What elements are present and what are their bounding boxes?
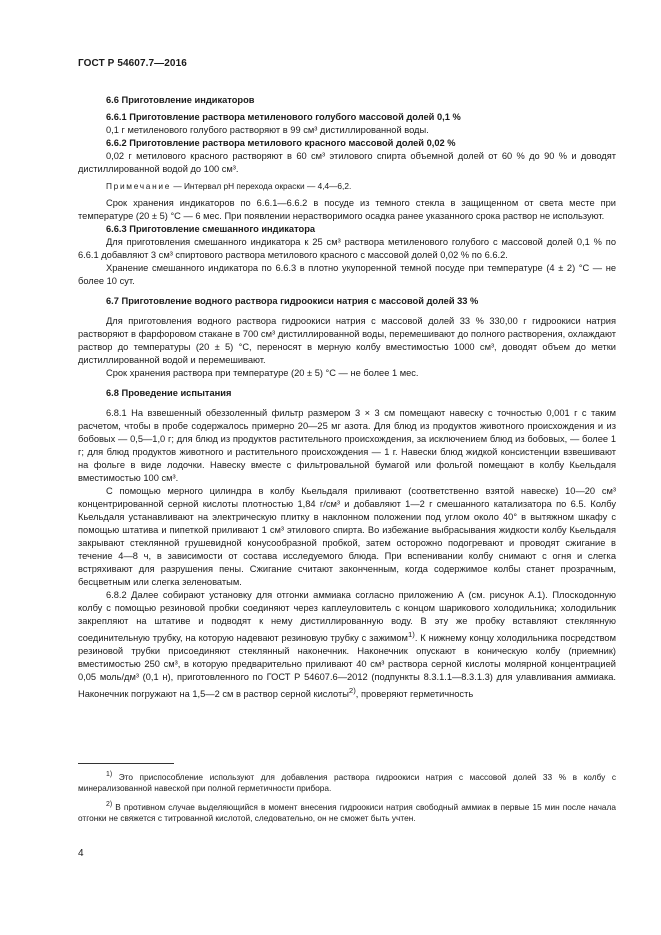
footnote-mark-1: 1) bbox=[106, 771, 113, 778]
section-heading-6-6: 6.6 Приготовление индикаторов bbox=[106, 95, 255, 105]
note-text: — Интервал рН перехода окраски — 4,4—6,2. bbox=[171, 181, 352, 191]
footnote-text-2: В противном случае выделяющийся в момент внесения гидроокиси натрия свободный аммиак в первые 15 мин после начала отгонки не свяжется с титрованной кислотой, следовательно, он не сможет быть учтен. bbox=[78, 801, 616, 824]
subsection-heading-6-6-1: 6.6.1 Приготовление раствора метиленового голубого массовой долей 0,1 % bbox=[106, 112, 461, 122]
note-label: Примечание bbox=[106, 181, 172, 191]
paragraph-6-8-2 bbox=[78, 589, 616, 701]
document-header: ГОСТ Р 54607.7—2016 bbox=[78, 58, 187, 69]
page-body bbox=[78, 94, 616, 701]
footnote-2 bbox=[78, 799, 616, 825]
paragraph-6-6-3: Для приготовления смешанного индикатора к 25 см³ раствора метиленового голубого с массовой долей 0,1 % по 6.6.1 добавляют 3 см³ спиртового раствора метилового красного с массовой долей 0,02 % по 6.6.2. bbox=[78, 237, 616, 260]
page-number: 4 bbox=[78, 848, 84, 859]
paragraph-6-6-1: 0,1 г метиленового голубого растворяют в 99 см³ дистиллированной воды. bbox=[106, 125, 429, 135]
paragraph-indicator-storage: Срок хранения индикаторов по 6.6.1—6.6.2 в посуде из темного стекла в защищенном от света месте при температуре (20 ± 5) °С — 6 мес. При появлении нерастворимого осадка ранее указанного срока раствор не используют. bbox=[78, 198, 616, 221]
footnote-1 bbox=[78, 769, 616, 795]
section-heading-6-8: 6.8 Проведение испытания bbox=[106, 388, 232, 398]
footnote-mark-2: 2) bbox=[106, 800, 113, 808]
note bbox=[78, 180, 616, 193]
paragraph-6-8-1: 6.8.1 На взвешенный обеззоленный фильтр размером 3 × 3 см помещают навеску с точностью 0,001 г с таким расчетом, чтобы в пробе содержалось примерно 20—25 мг азота. Для блюд из продуктов животного происхождения и из бобовых — 0,5—1,0 г; для блюд из продуктов растительного происхождения, за исключением блюд из бобовых, — более 1 г; для блюд продуктов животного и растительного происхождения — 1 г. Навески блюд жидкой консистенции взвешивают на фольге в виде лодочки. Навеску вместе с фильтровальной бумагой или фольгой помещают в колбу Кьельдаля вместимостью 100 см³. bbox=[78, 408, 616, 483]
footnote-ref-2: 2) bbox=[348, 686, 356, 696]
paragraph-mixed-indicator-storage: Хранение смешанного индикатора по 6.6.3 в плотно укупоренной темной посуде при температуре (4 ± 2) °С — не более 10 сут. bbox=[78, 263, 616, 286]
paragraph-6-8-1-continued: С помощью мерного цилиндра в колбу Кьельдаля приливают (соответственно взятой навеске) 10—20 см³ концентрированной серной кислоты плотностью 1,84 г/см³ и добавляют 1—2 г смешанного катализатора по 6.5. Колбу Кьельдаля устанавливают на электрическую плитку в наклонном положении под углом около 40° в вытяжном шкафу с помощью штатива и пипеткой приливают 1 см³ этилового спирта. Во избежание выбрасывания жидкости колбу Кьельдаля закрывают стеклянной грушевидной конусообразной пробкой, затем осторожно подогревают и проводят сжигание в течение 4—8 ч, в зависимости от состава исследуемого блюда. При вспенивании колбу снимают с огня и слегка встряхивают для разрушения пены. Сжигание считают законченным, когда содержимое колбы станет прозрачным, бесцветным или слегка зеленоватым. bbox=[78, 486, 616, 587]
subsection-heading-6-6-3: 6.6.3 Приготовление смешанного индикатора bbox=[106, 224, 316, 234]
subsection-heading-6-6-2: 6.6.2 Приготовление раствора метилового красного массовой долей 0,02 % bbox=[106, 138, 456, 148]
footnote-ref-1: 1) bbox=[407, 630, 415, 639]
footnotes bbox=[78, 769, 616, 825]
paragraph-6-7: Для приготовления водного раствора гидроокиси натрия с массовой долей 33 % 330,00 г гидроокиси натрия растворяют в фарфоровом стакане в 700 см³ дистиллированной воды, перемешивают до полного растворения, охлаждают раствор до температуры (20 ± 5) °С, переносят в мерную колбу вместимостью 1000 см³, доводят объем до метки дистиллированной водой и перемешивают. bbox=[78, 316, 616, 365]
paragraph-6-7-storage: Срок хранения раствора при температуре (20 ± 5) °С — не более 1 мес. bbox=[106, 368, 419, 378]
paragraph-6-8-2-part-c: , проверяют герметичность bbox=[355, 689, 474, 700]
footnote-divider bbox=[78, 763, 174, 764]
paragraph-6-6-2: 0,02 г метилового красного растворяют в 60 см³ этилового спирта объемной долей от 60 % до 90 % и доводят дистиллированной водой до 100 см³. bbox=[78, 151, 616, 174]
section-heading-6-7: 6.7 Приготовление водного раствора гидроокиси натрия с массовой долей 33 % bbox=[106, 296, 479, 306]
footnote-text-1: Это приспособление используют для добавления раствора гидроокиси натрия с массовой долей 33 % в колбу с минерализованной навеской при полной герметичности прибора. bbox=[78, 771, 616, 794]
paragraph-6-8-2-part-a: 6.8.2 Далее собирают установку для отгонки аммиака согласно приложению А (см. рисунок А.1). Плоскодонную колбу с помощью резиновой пробки соединяют через каплеуловитель с концом шарикового холодильника; холодильник закрепляют на штативе и подводят к нему дистиллированную воду. В эту же пробку вставляют стеклянную соединительную трубку, на которую надевают резиновую трубку с зажимом bbox=[78, 590, 616, 644]
paragraph-6-8-2-part-b: . К нижнему концу холодильника посредством резиновой трубки присоединяют стеклянный наконечник. Наконечник опускают в коническую колбу (приемник) вместимостью 250 см³, в которую предварительно приливают 40 см³ раствора серной кислоты молярной концентрацией 0,05 моль/дм³ (0,1 н), приготовленного по ГОСТ Р 54607.6—2012 (подпункты 8.3.1.1—8.3.1.3) для улавливания аммиака. Наконечник погружают на 1,5—2 см в раствор серной кислоты bbox=[78, 633, 616, 700]
